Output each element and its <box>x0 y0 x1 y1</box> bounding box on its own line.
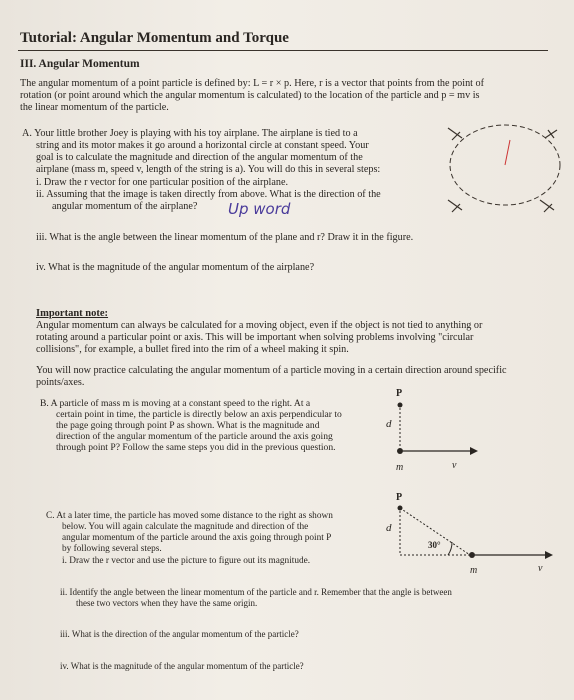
partB-line: direction of the angular momentum of the particle around the axis going <box>56 431 333 442</box>
partC-ii: these two vectors when they have the same origin. <box>76 598 258 608</box>
partA-line: airplane (mass m, speed v, length of the string is a). You will do this in several steps: <box>36 164 381 175</box>
velocity-arrowhead <box>470 447 478 455</box>
particle-dot <box>397 448 403 454</box>
velocity-arrowhead <box>545 551 553 559</box>
partC-line: below. You will again calculate the magnitude and direction of the <box>62 522 309 532</box>
label-m: m <box>470 565 478 576</box>
partB-line: the page going through point P as shown. What is the magnitude and <box>56 420 320 431</box>
label-d: d <box>386 418 392 430</box>
airplane-icon <box>448 128 462 140</box>
partA-line: ii. Assuming that the image is taken directly from above. What is the direction of the <box>36 189 381 200</box>
practice-line: points/axes. <box>36 377 85 388</box>
partC-ii: ii. Identify the angle between the linear momentum of the particle and r. Remember that the angle is between <box>60 587 452 597</box>
angle-label: 30° <box>428 540 441 550</box>
partC-iii: iii. What is the direction of the angular momentum of the particle? <box>60 629 299 639</box>
airplane-circle-figure <box>448 125 560 212</box>
note-line: Angular momentum can always be calculated for a moving object, even if the object is not tied to anything or <box>36 320 483 331</box>
label-v: v <box>452 460 457 471</box>
partC-iv: iv. What is the magnitude of the angular momentum of the particle? <box>60 661 304 671</box>
note-line: collisions", for example, a bullet fired into the rim of a wheel making it spin. <box>36 344 349 355</box>
label-P: P <box>396 388 403 399</box>
partA-iv: iv. What is the magnitude of the angular momentum of the airplane? <box>36 262 315 273</box>
partA-line: string and its motor makes it go around a horizontal circle at constant speed. Your <box>36 140 369 151</box>
partC-line: C. At a later time, the particle has moved some distance to the right as shown <box>46 511 333 521</box>
airplane-icon <box>540 200 554 212</box>
point-P-dot <box>398 403 403 408</box>
page-title: Tutorial: Angular Momentum and Torque <box>20 30 289 46</box>
note-line: rotating around a particular point or axis. This will be important when solving problems involving "circular <box>36 332 474 343</box>
partA-line: A. Your little brother Joey is playing with his toy airplane. The airplane is tied to a <box>22 128 358 139</box>
section-heading: III. Angular Momentum <box>20 58 140 70</box>
label-m: m <box>396 462 404 473</box>
partA-iii: iii. What is the angle between the linear momentum of the plane and r? Draw it in the figure. <box>36 232 414 243</box>
partB-line: through point P? Follow the same steps you did in the previous question. <box>56 442 336 453</box>
practice-line: You will now practice calculating the angular momentum of a particle moving in a certain direction around specific <box>36 365 507 376</box>
intro-line: The angular momentum of a point particle is defined by: L = r × p. Here, r is a vector that points from the point of <box>20 78 485 89</box>
intro-line: the linear momentum of the particle. <box>20 102 169 113</box>
label-v: v <box>538 563 543 574</box>
airplane-icon <box>545 130 557 138</box>
intro-line: rotation (or point around which the angular momentum is calculated) to the location of the particle and p = mv is <box>20 90 480 101</box>
partB-line: B. A particle of mass m is moving at a constant speed to the right. At a <box>40 398 311 409</box>
label-P: P <box>396 492 403 503</box>
handwritten-answer: Up word <box>228 200 291 218</box>
partA-line: angular momentum of the airplane? <box>52 201 198 212</box>
string-line <box>505 140 510 165</box>
airplane-icon <box>448 200 462 212</box>
figure-C <box>398 506 554 560</box>
partC-line: by following several steps. <box>62 544 162 554</box>
partA-line: i. Draw the r vector for one particular position of the airplane. <box>36 177 289 188</box>
particle-dot <box>469 552 475 558</box>
note-heading: Important note: <box>36 308 109 319</box>
partC-line: i. Draw the r vector and use the picture to figure out its magnitude. <box>62 556 311 566</box>
partC-line: angular momentum of the particle around the axis going through point P <box>62 533 332 543</box>
partA-line: goal is to calculate the magnitude and direction of the angular momentum of the <box>36 152 363 163</box>
label-d: d <box>386 522 392 534</box>
figure-B <box>397 403 478 456</box>
partB-line: certain point in time, the particle is directly below an axis perpendicular to <box>56 409 342 420</box>
angle-arc <box>448 542 452 555</box>
